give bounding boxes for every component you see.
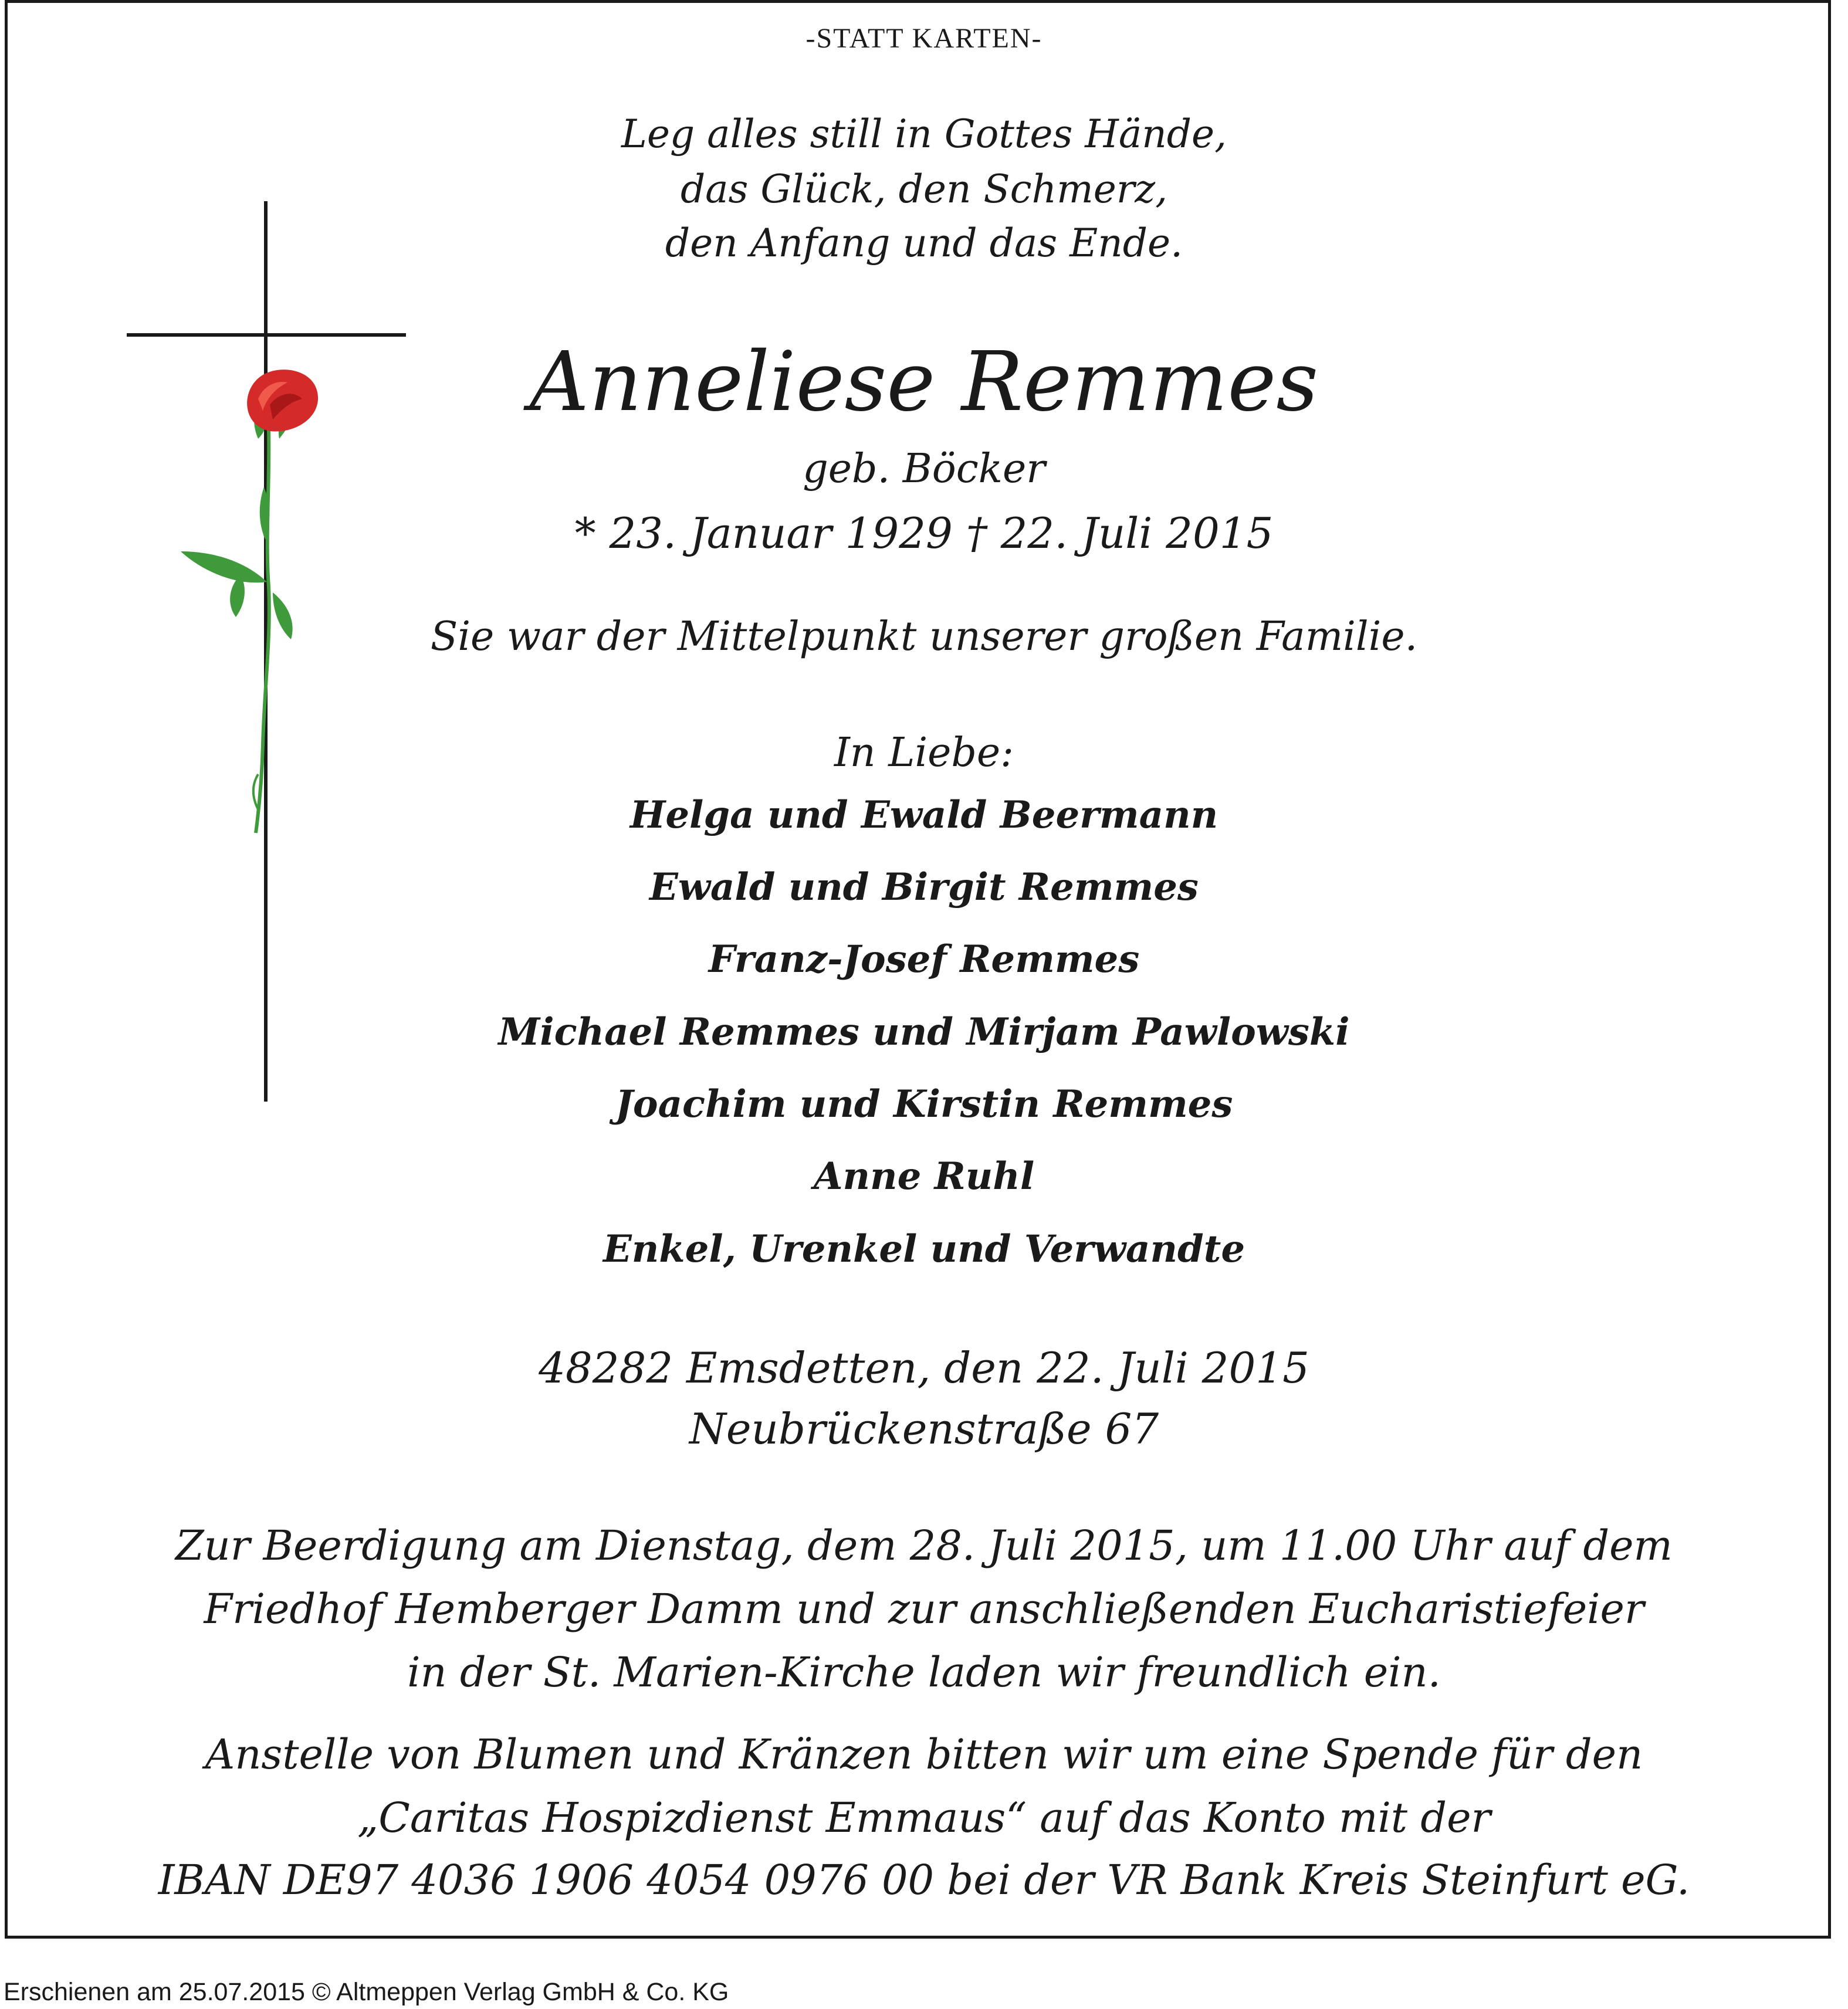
donation-notice-line-2: „Caritas Hospizdienst Emmaus“ auf das Konto mit der	[357, 1794, 1491, 1842]
street-address: Neubrückenstraße 67	[689, 1404, 1159, 1454]
tagline: Sie war der Mittelpunkt unserer großen Familie.	[430, 614, 1418, 660]
donation-notice-line-1: Anstelle von Blumen und Kränzen bitten wir um eine Spende für den	[205, 1730, 1643, 1778]
publication-footer: Erschienen am 25.07.2015 © Altmeppen Verlag GmbH & Co. KG	[4, 1978, 729, 2006]
funeral-notice-line-1: Zur Beerdigung am Dienstag, dem 28. Juli 2015, um 11.00 Uhr auf dem	[175, 1522, 1673, 1570]
funeral-notice-line-2: Friedhof Hemberger Damm und zur anschließenden Eucharistiefeier	[204, 1585, 1644, 1633]
in-liebe-label: In Liebe:	[834, 730, 1014, 776]
motto-line-2: das Glück, den Schmerz,	[680, 167, 1168, 212]
maiden-name: geb. Böcker	[803, 446, 1045, 492]
cross-bar	[127, 333, 406, 337]
mourner-name: Ewald und Birgit Remmes	[649, 865, 1199, 909]
deceased-name: Anneliese Remmes	[529, 334, 1319, 430]
mourner-name: Joachim und Kirstin Remmes	[615, 1082, 1233, 1126]
motto-line-1: Leg alles still in Gottes Hände,	[621, 111, 1227, 157]
mourner-name: Helga und Ewald Beermann	[629, 793, 1219, 837]
mourner-name: Anne Ruhl	[813, 1154, 1035, 1198]
mourner-name: Franz-Josef Remmes	[708, 937, 1140, 981]
donation-notice-line-3: IBAN DE97 4036 1906 4054 0976 00 bei der VR Bank Kreis Steinfurt eG.	[158, 1856, 1690, 1904]
mourner-name: Enkel, Urenkel und Verwandte	[603, 1227, 1245, 1271]
funeral-notice-line-3: in der St. Marien-Kirche laden wir freundlich ein.	[407, 1648, 1441, 1696]
motto-line-3: den Anfang und das Ende.	[665, 221, 1183, 266]
mourner-name: Michael Remmes und Mirjam Pawlowski	[498, 1010, 1350, 1054]
place-date: 48282 Emsdetten, den 22. Juli 2015	[539, 1343, 1309, 1393]
life-dates: * 23. Januar 1929 † 22. Juli 2015	[574, 509, 1274, 558]
statt-karten-header: -STATT KARTEN-	[805, 23, 1043, 54]
